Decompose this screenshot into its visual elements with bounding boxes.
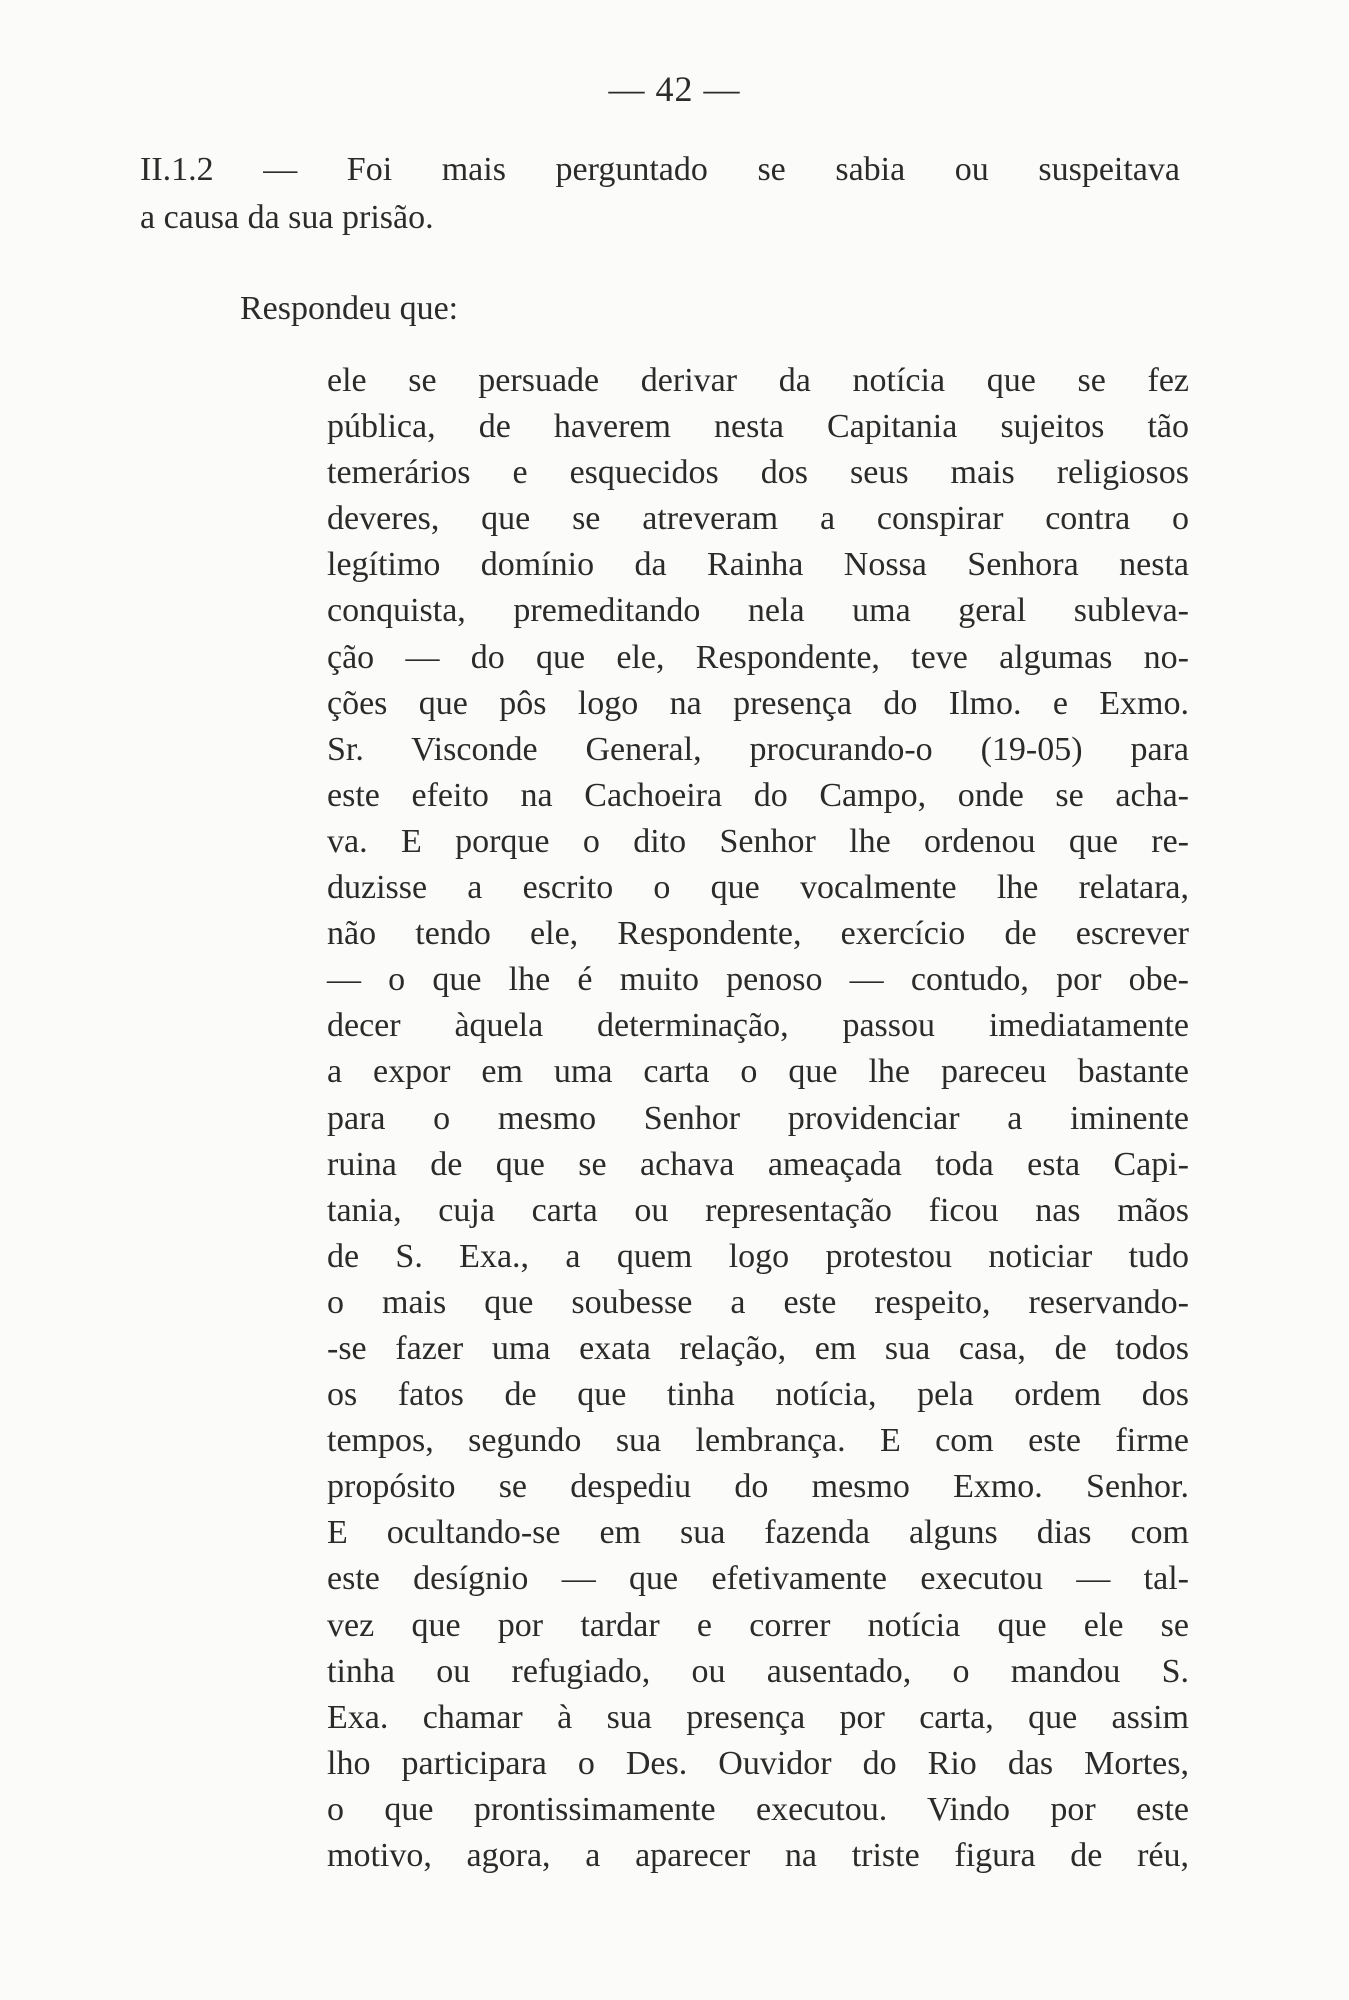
text-line: duzisse a escrito o que vocalmente lhe relatara,: [327, 869, 1189, 907]
text-line: Exa. chamar à sua presença por carta, que assim: [327, 1698, 1189, 1736]
text-line: os fatos de que tinha notícia, pela ordem dos: [327, 1376, 1189, 1414]
text-line: legítimo domínio da Rainha Nossa Senhora nesta: [327, 546, 1189, 584]
text-line: motivo, agora, a aparecer na triste figura de réu,: [327, 1837, 1189, 1874]
answer-intro: Respondeu que:: [240, 290, 459, 327]
text-line: o que prontissimamente executou. Vindo por este: [327, 1790, 1189, 1828]
text-line: este desígnio — que efetivamente executou — tal-: [327, 1560, 1189, 1598]
text-line: deveres, que se atreveram a conspirar contra o: [327, 500, 1189, 538]
text-line: de S. Exa., a quem logo protestou noticiar tudo: [327, 1237, 1189, 1275]
text-line: -se fazer uma exata relação, em sua casa, de todos: [327, 1329, 1189, 1367]
text-line: conquista, premeditando nela uma geral subleva-: [327, 592, 1189, 630]
text-line: pública, de haverem nesta Capitania sujeitos tão: [327, 408, 1189, 446]
heading-line: a causa da sua prisão.: [140, 199, 434, 236]
text-line: E ocultando-se em sua fazenda alguns dias com: [327, 1514, 1189, 1552]
text-line: propósito se despediu do mesmo Exmo. Senhor.: [327, 1468, 1189, 1506]
text-line: o mais que soubesse a este respeito, reservando-: [327, 1283, 1189, 1321]
text-line: tinha ou refugiado, ou ausentado, o mandou S.: [327, 1652, 1189, 1690]
text-line: ção — do que ele, Respondente, teve algumas no-: [327, 638, 1189, 676]
text-line: a expor em uma carta o que lhe pareceu bastante: [327, 1053, 1189, 1091]
section-heading: [140, 146, 1180, 242]
text-line: decer àquela determinação, passou imediatamente: [327, 1007, 1189, 1045]
page-number: — 42 —: [608, 69, 741, 109]
text-line: tania, cuja carta ou representação ficou nas mãos: [327, 1191, 1189, 1229]
text-line: tempos, segundo sua lembrança. E com este firme: [327, 1422, 1189, 1460]
text-line: não tendo ele, Respondente, exercício de escrever: [327, 915, 1189, 953]
text-line: vez que por tardar e correr notícia que ele se: [327, 1606, 1189, 1644]
text-line: Sr. Visconde General, procurando-o (19-05) para: [327, 730, 1189, 768]
text-line: — o que lhe é muito penoso — contudo, por obe-: [327, 961, 1189, 999]
answer-paragraph: [327, 358, 1189, 1879]
text-line: lho participara o Des. Ouvidor do Rio das Mortes,: [327, 1744, 1189, 1782]
text-line: para o mesmo Senhor providenciar a iminente: [327, 1099, 1189, 1137]
text-line: ele se persuade derivar da notícia que se fez: [327, 362, 1189, 399]
text-line: temerários e esquecidos dos seus mais religiosos: [327, 454, 1189, 492]
text-line: ruina de que se achava ameaçada toda esta Capi-: [327, 1145, 1189, 1183]
text-line: este efeito na Cachoeira do Campo, onde se acha-: [327, 776, 1189, 814]
text-line: va. E porque o dito Senhor lhe ordenou que re-: [327, 822, 1189, 860]
heading-line: II.1.2 — Foi mais perguntado se sabia ou suspeitava: [140, 151, 1180, 188]
text-line: ções que pôs logo na presença do Ilmo. e Exmo.: [327, 684, 1189, 722]
